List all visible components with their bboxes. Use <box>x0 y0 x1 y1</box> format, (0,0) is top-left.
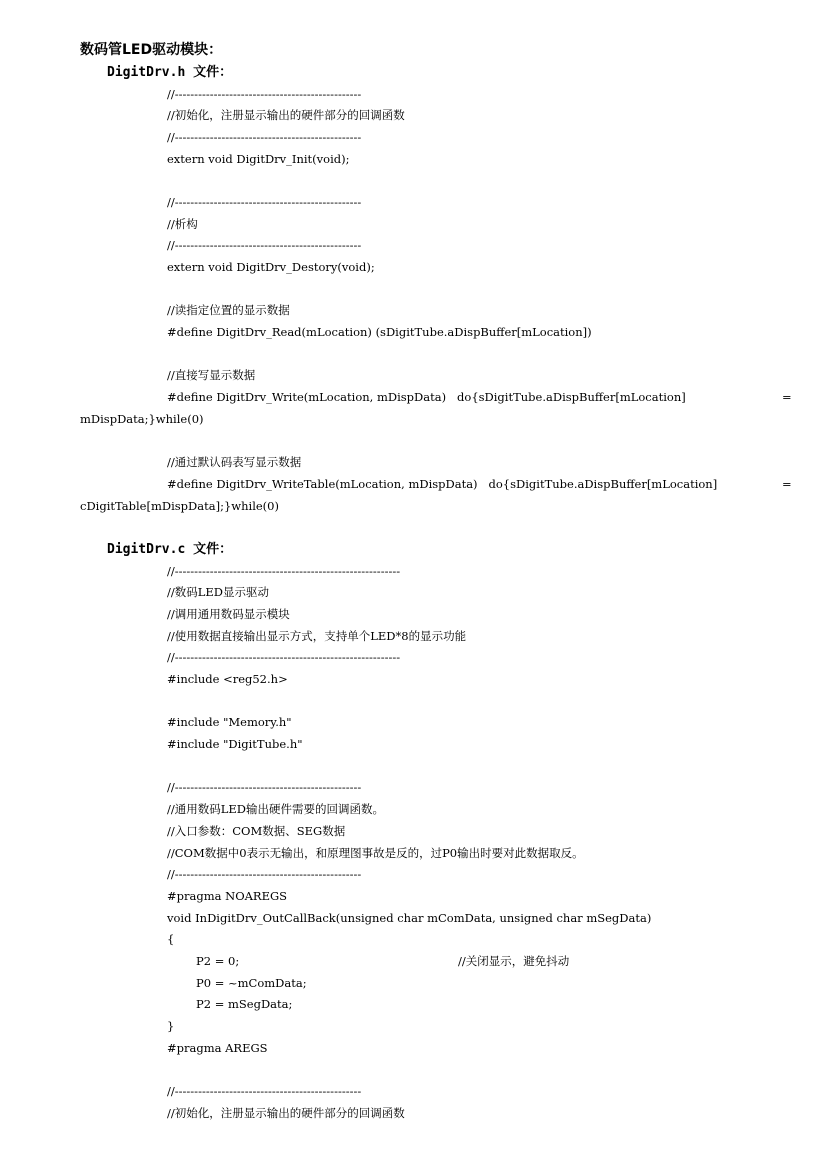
code-line: #define DigitDrv_Write(mLocation, mDispData) do{sDigitTube.aDispBuffer[mLocation] <box>167 390 686 404</box>
code-line: #pragma NOAREGS <box>167 889 288 903</box>
separator-line: //------------------------------------------------ <box>167 195 362 209</box>
code-line: mDispData;}while(0) <box>80 412 204 426</box>
code-line: #define DigitDrv_WriteTable(mLocation, mDispData) do{sDigitTube.aDispBuffer[mLocation] <box>167 477 718 491</box>
code-line: //初始化，注册显示输出的硬件部分的回调函数 <box>167 108 405 122</box>
code-line: cDigitTable[mDispData];}while(0) <box>80 499 279 513</box>
code-line: #pragma AREGS <box>167 1041 268 1055</box>
code-line: { <box>167 932 175 946</box>
separator-line: //------------------------------------------------ <box>167 87 362 101</box>
separator-line: //------------------------------------------------ <box>167 867 362 881</box>
code-line: //数码LED显示驱动 <box>167 585 269 599</box>
code-equals: = <box>782 390 792 404</box>
code-line: //使用数据直接输出显示方式，支持单个LED*8的显示功能 <box>167 629 467 643</box>
code-line: #include "DigitTube.h" <box>167 737 303 751</box>
code-line: //析构 <box>167 217 198 231</box>
separator-line: //------------------------------------------------ <box>167 1084 362 1098</box>
separator-line: //------------------------------------------------ <box>167 238 362 252</box>
code-line: //COM数据中0表示无输出，和原理图事故是反的，过P0输出时要对此数据取反。 <box>167 846 584 860</box>
code-line: P0 = ~mComData; <box>196 976 307 990</box>
code-line: extern void DigitDrv_Destory(void); <box>167 260 375 274</box>
code-line: extern void DigitDrv_Init(void); <box>167 152 350 166</box>
code-line: //调用通用数码显示模块 <box>167 607 290 621</box>
separator-line: //---------------------------------------------------------- <box>167 564 401 578</box>
code-line: #include "Memory.h" <box>167 715 292 729</box>
doc-title: 数码管LED驱动模块： <box>80 42 223 58</box>
code-line: //初始化，注册显示输出的硬件部分的回调函数 <box>167 1106 405 1120</box>
code-line: void InDigitDrv_OutCallBack(unsigned char mComData, unsigned char mSegData) <box>167 911 652 925</box>
code-line: //通过默认码表写显示数据 <box>167 455 302 469</box>
code-comment: //关闭显示，避免抖动 <box>458 954 570 968</box>
section-heading-c: DigitDrv.c 文件： <box>107 542 233 557</box>
code-equals: = <box>782 477 792 491</box>
code-line: //通用数码LED输出硬件需要的回调函数。 <box>167 802 384 816</box>
code-line: } <box>167 1019 175 1033</box>
code-line: P2 = 0; <box>196 954 240 968</box>
code-line: //入口参数：COM数据、SEG数据 <box>167 824 346 838</box>
code-line: #include <reg52.h> <box>167 672 288 686</box>
separator-line: //------------------------------------------------ <box>167 130 362 144</box>
code-line: //直接写显示数据 <box>167 368 256 382</box>
separator-line: //------------------------------------------------ <box>167 780 362 794</box>
code-line: P2 = mSegData; <box>196 997 293 1011</box>
code-line: //读指定位置的显示数据 <box>167 303 290 317</box>
separator-line: //---------------------------------------------------------- <box>167 650 401 664</box>
section-heading-h: DigitDrv.h 文件： <box>107 65 233 80</box>
code-line: #define DigitDrv_Read(mLocation) (sDigitTube.aDispBuffer[mLocation]) <box>167 325 592 339</box>
